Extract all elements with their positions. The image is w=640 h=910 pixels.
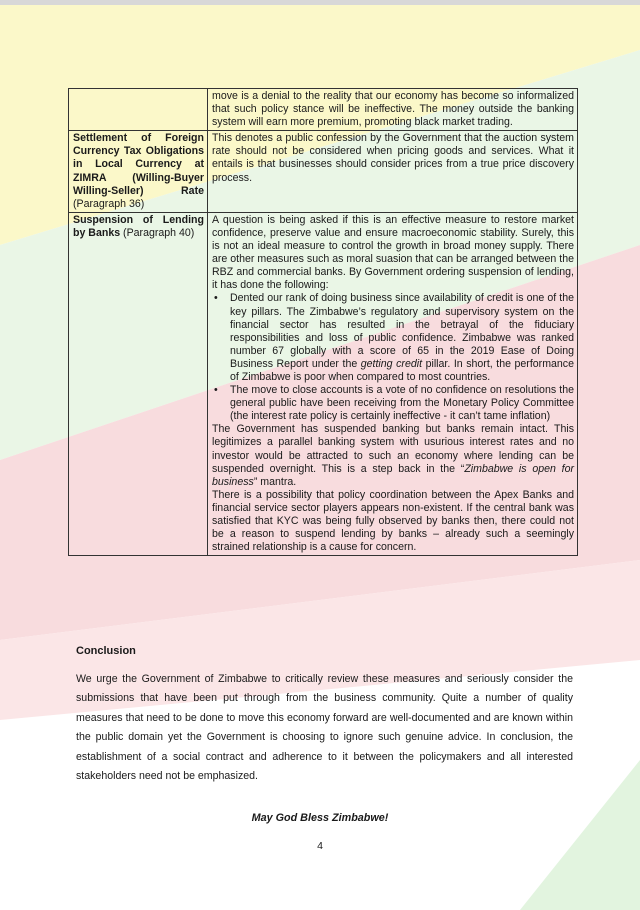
comment-intro: A question is being asked if this is an effective measure to restore market confidence, preserve value and ensure macroeconomic stability. Surely, this is not an ideal measure to control the growth in broad money supply. There are other measures such as moral suasion that can be arranged between the RBZ and commercial banks. By Government ordering suspension of lending, it has done the following: (212, 213, 574, 292)
comment-paragraph (212, 423, 574, 488)
measure-title: Settlement of Foreign Currency Tax Obligations in Local Currency at ZIMRA (Willing-Buyer Willing-Seller) Rate (73, 132, 204, 197)
list-item (230, 384, 574, 423)
measures-table (68, 88, 578, 556)
measure-paragraph-ref: (Paragraph 36) (73, 197, 145, 210)
comment-text: move is a denial to the reality that our economy has become so informalized that such policy stance will be ineffective. The money outside the banking system will earn more premium, promoting black market trading. (212, 90, 574, 129)
measure-cell (69, 212, 208, 555)
table-row (69, 89, 578, 131)
comment-cell (208, 89, 578, 131)
bullet-italic-text: getting credit (360, 357, 423, 370)
bullet-text: Dented our rank of doing business since availability of credit is one of the key pillars. The Zimbabwe’s regulatory and supervisory system on the financial sector has resulted in the betrayal of the fiduciary responsibilities and loss of public confidence. Zimbabwe was ranked number 67 globally with a score of 65 in the 2019 Ease of Doing Business Report under the (230, 292, 574, 370)
table-row (69, 212, 578, 555)
measure-cell (69, 89, 208, 131)
page-number: 4 (317, 840, 323, 852)
list-item (230, 292, 574, 384)
table-row (69, 131, 578, 213)
comment-cell (208, 212, 578, 555)
conclusion-heading: Conclusion (76, 645, 136, 657)
measure-cell (69, 131, 208, 213)
comment-text: This denotes a public confession by the Government that the auction system rate should not be considered when pricing goods and services. What it entails is that businesses should consider prices from a true price discovery process. (212, 132, 574, 184)
comment-paragraph: There is a possibility that policy coordination between the Apex Banks and financial service sector players appears non-existent. If the central bank was satisfied that KYC was being fully observed by banks then, there could not be a reason to suspend lending by banks – already such a seemingly strained relationship is a cause for concern. (212, 488, 574, 554)
comment-cell (208, 131, 578, 213)
bullet-list (212, 292, 574, 423)
paragraph-text: ” mantra. (253, 475, 297, 488)
measure-title: Suspension of Lending by Banks (73, 213, 204, 239)
paragraph-text: The Government has suspended banking but banks remain intact. This legitimizes a parallel banking system with usurious interest rates and no investor would be attracted to such an economy where lending can be suspended overnight. This is a step back in the “ (212, 423, 574, 475)
conclusion-text: We urge the Government of Zimbabwe to critically review these measures and seriously consider the submissions that have been put through from the business community. Quite a number of quality measures that need to be done to move this economy forward are well-documented and are known within the public domain yet the Government is choosing to ignore such genuine advice. In conclusion, the establishment of a social contract and adherence to it between the policymakers and all interested stakeholders need not be emphasized. (76, 673, 573, 783)
bullet-text: pillar. In short, the performance of Zimbabwe is poor when compared to most countries. (230, 357, 574, 383)
bullet-text: The move to close accounts is a vote of no confidence on resolutions the general public have been receiving from the Monetary Policy Committee (the interest rate policy is certainly ineffective - it can’t tame inflation) (230, 384, 574, 423)
paragraph-italic-text: Zimbabwe is open for business (212, 462, 574, 488)
measure-paragraph-ref: (Paragraph 40) (120, 226, 195, 239)
closing-line: May God Bless Zimbabwe! (251, 812, 389, 824)
